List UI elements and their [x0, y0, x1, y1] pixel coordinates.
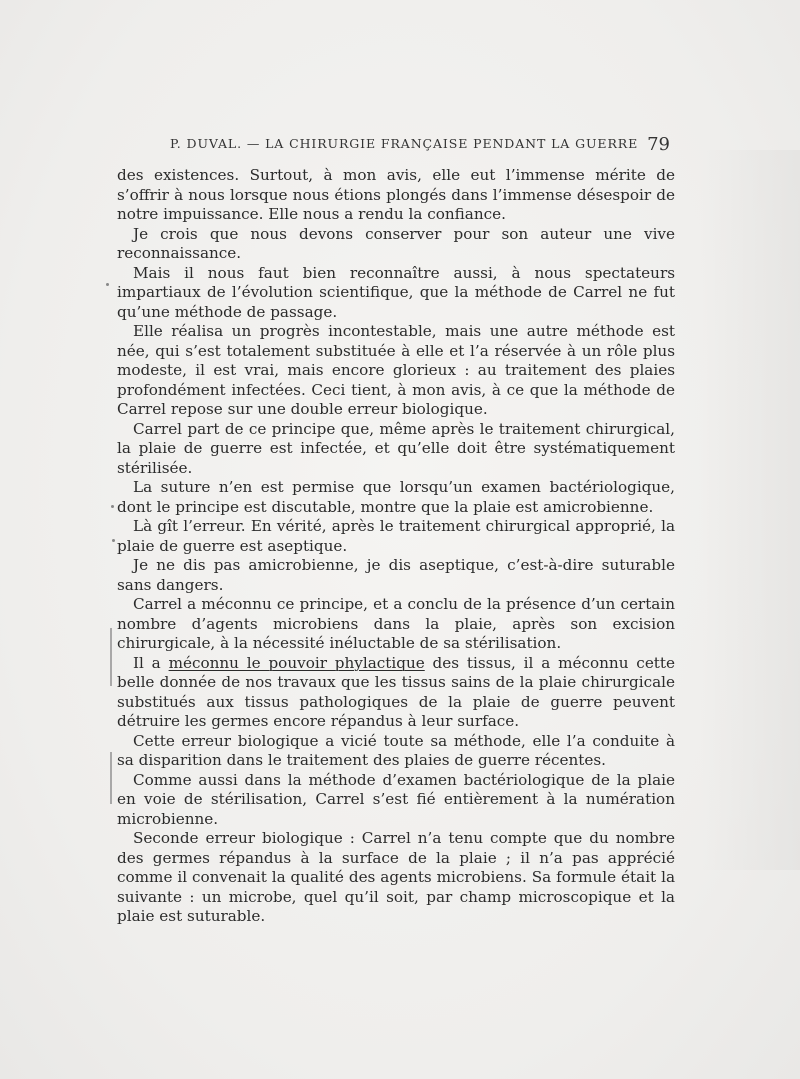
- body-text: [117, 166, 675, 927]
- paragraph: des existences. Surtout, à mon avis, elle eut l’immense mérite de s’offrir à nous lorsque nous étions plongés dans l’immense désespoir de notre impuissance. Elle nous a rendu la confiance.: [117, 166, 675, 223]
- margin-speck: [112, 539, 115, 542]
- margin-pencil-mark: [110, 752, 112, 804]
- paragraph: Je ne dis pas amicrobienne, je dis aseptique, c’est-à-dire suturable sans dangers.: [117, 556, 675, 594]
- paragraph: [117, 654, 675, 732]
- show-through-shading: [700, 150, 800, 870]
- paragraph-lead: Il a: [133, 653, 169, 672]
- margin-speck: [106, 283, 109, 286]
- paragraph: Je crois que nous devons conserver pour son auteur une vive reconnaissance.: [117, 224, 675, 262]
- page-number: 79: [647, 134, 670, 155]
- paragraph: Carrel a méconnu ce principe, et a conclu de la présence d’un certain nombre d’agents microbiens dans la plaie, après son excision chirurgicale, à la nécessité inéluctable de sa stérilisation.: [117, 595, 675, 652]
- paragraph: Carrel part de ce principe que, même après le traitement chirurgical, la plaie de guerre est infectée, et qu’elle doit être systématiquement stérilisée.: [117, 419, 675, 477]
- running-header: [170, 134, 670, 158]
- margin-speck: [111, 505, 114, 508]
- underlined-phrase: méconnu le pouvoir phylactique: [168, 653, 425, 672]
- paragraph: Seconde erreur biologique : Carrel n’a tenu compte que du nombre des germes répandus à la surface de la plaie ; il n’a pas apprécié comme il convenait la qualité des agents microbiens. Sa formule était la suivante : un microbe, quel qu’il soit, par champ microscopique et la plaie est suturable.: [117, 829, 675, 925]
- paragraph: Elle réalisa un progrès incontestable, mais une autre méthode est née, qui s’est totalement substituée à elle et l’a réservée à un rôle plus modeste, il est vrai, mais encore glorieux : au traitement des plaies profondément infectées. Ceci tient, à mon avis, à ce que la méthode de Carrel repose sur une double erreur biologique.: [117, 322, 675, 418]
- margin-pencil-mark: [110, 628, 112, 686]
- running-title: P. DUVAL. — LA CHIRURGIE FRANÇAISE PENDANT LA GUERRE: [170, 136, 639, 151]
- paragraph-rest: des tissus, il a méconnu cette belle donnée de nos travaux que les tissus sains de la plaie chirurgicale substitués aux tissus pathologiques de la plaie de guerre peuvent détruire les germes encore répandus à leur surface.: [117, 653, 675, 730]
- paragraph: Comme aussi dans la méthode d’examen bactériologique de la plaie en voie de stérilisation, Carrel s’est fié entièrement à la numération microbienne.: [117, 770, 675, 828]
- paragraph: Là gît l’erreur. En vérité, après le traitement chirurgical approprié, la plaie de guerre est aseptique.: [117, 517, 675, 555]
- paragraph: La suture n’en est permise que lorsqu’un examen bactériologique, dont le principe est discutable, montre que la plaie est amicrobienne.: [117, 478, 675, 516]
- paragraph: Cette erreur biologique a vicié toute sa méthode, elle l’a conduite à sa disparition dans le traitement des plaies de guerre récentes.: [117, 731, 675, 769]
- paragraph: Mais il nous faut bien reconnaître aussi, à nous spectateurs impartiaux de l’évolution scientifique, que la méthode de Carrel ne fut qu’une méthode de passage.: [117, 263, 675, 321]
